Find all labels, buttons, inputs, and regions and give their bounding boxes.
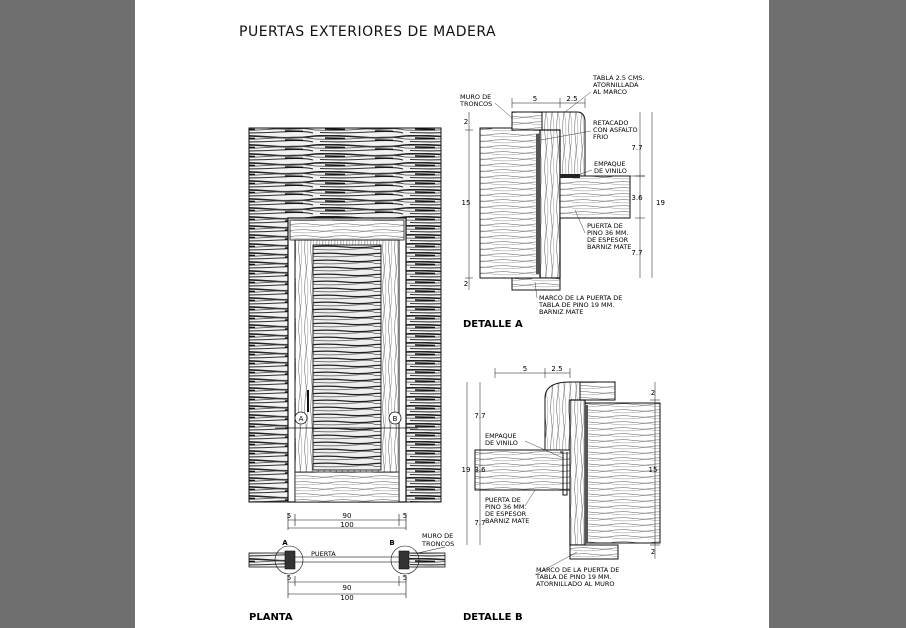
page-title: PUERTAS EXTERIORES DE MADERA	[239, 24, 497, 40]
drawing-sheet	[135, 0, 769, 628]
plan-dim-top-right: 5	[402, 512, 408, 520]
detail-b-dim-36: 3.6	[474, 466, 486, 474]
detail-a-bottom-board	[512, 278, 560, 290]
plan-jamb-left	[285, 551, 295, 569]
plan-marker-a: A	[282, 539, 288, 547]
detail-b-dim-19: 19	[461, 466, 471, 474]
detail-b-pue-2: PINO 36 MM.	[485, 503, 527, 511]
plan-dim-top-mid: 90	[342, 512, 352, 520]
detail-b-dim-25: 2.5	[551, 365, 563, 373]
detail-b-emp-2: DE VINILO	[485, 439, 518, 447]
detail-b-pue-3: DE ESPESOR	[485, 510, 527, 518]
detail-a-pue-2: PINO 36 MM.	[587, 229, 629, 237]
detail-a-dim-2b: 2	[463, 280, 469, 288]
detail-a-top-board	[512, 112, 542, 130]
plan-dim-bot-mid: 90	[342, 584, 352, 592]
marker-b: B	[392, 415, 398, 423]
detail-a-emp-2: DE VINILO	[594, 167, 627, 175]
detail-a-ret-2: CON ASFALTO	[593, 126, 638, 134]
floor-plan	[249, 546, 445, 574]
detail-b-pue-1: PUERTA DE	[485, 496, 521, 504]
detail-b-drawing	[475, 382, 660, 559]
marker-a: A	[298, 415, 304, 423]
door-handle-icon	[307, 390, 309, 412]
plan-door-label: PUERTA	[311, 550, 336, 558]
detail-a-pue-3: DE ESPESOR	[587, 236, 629, 244]
plan-dim-bot-left: 5	[286, 574, 292, 582]
plan-dim-top-total: 100	[340, 521, 354, 529]
detail-b-dim-77a: 7.7	[474, 412, 486, 420]
detail-a-dim-5: 5	[532, 95, 538, 103]
detail-a-log-wall	[480, 128, 540, 278]
detail-b-frame	[570, 400, 585, 545]
detail-b-pue-4: BARNIZ MATE	[485, 517, 530, 525]
door-elevation	[249, 128, 441, 502]
plan-dim-top-left: 5	[286, 512, 292, 520]
door-bottom-rail	[295, 472, 399, 502]
document-page	[135, 0, 769, 628]
detail-a-dim-77a: 7.7	[631, 144, 643, 152]
plan-wall-label-2: TRONCOS	[422, 540, 455, 548]
detail-b-bottom-board	[570, 545, 618, 559]
detail-a-muro-1: MURO DE	[460, 93, 492, 101]
detail-a-mar-2: TABLA DE PINO 19 MM.	[539, 301, 615, 309]
detail-b-mar-2: TABLA DE PINO 19 MM.	[536, 573, 612, 581]
detail-b-mar-3: ATORNILLADO AL MURO	[536, 580, 615, 588]
detail-a-pue-1: PUERTA DE	[587, 222, 623, 230]
detail-a-tabla-1: TABLA 2.5 CMS.	[593, 74, 645, 82]
detail-a-mar-1: MARCO DE LA PUERTA DE	[539, 294, 623, 302]
detail-a-tabla-3: AL MARCO	[593, 88, 628, 96]
detail-a-dim-15: 15	[461, 199, 471, 207]
plan-jamb-right	[399, 551, 409, 569]
detail-a-ret-1: RETACADO	[593, 119, 629, 127]
detail-b-dim-2b: 2	[650, 548, 656, 556]
plan-dim-bot-right: 5	[402, 574, 408, 582]
detail-b-door-leaf	[475, 450, 570, 490]
detail-a-pue-4: BARNIZ MATE	[587, 243, 632, 251]
detail-a-door-leaf	[560, 176, 630, 218]
detail-b-mar-1: MARCO DE LA PUERTA DE	[536, 566, 620, 574]
detail-a-dim-19: 19	[656, 199, 665, 207]
detail-a-dim-77b: 7.7	[631, 249, 643, 257]
detail-b-top-board	[580, 382, 615, 400]
detail-a-ret-3: FRIO	[593, 133, 609, 141]
detail-a-vinyl-seal	[560, 174, 580, 178]
detail-b-dim-15: 15	[648, 466, 658, 474]
detail-a-dim-25: 2.5	[566, 95, 578, 103]
detail-a-muro-2: TRONCOS	[460, 100, 493, 108]
plan-label: PLANTA	[249, 612, 293, 623]
detail-b-dim-5: 5	[522, 365, 528, 373]
door-center-panel	[313, 245, 381, 470]
plan-wall-label-1: MURO DE	[422, 532, 454, 540]
detail-a-label: DETALLE A	[463, 319, 523, 330]
detail-b-emp-1: EMPAQUE	[485, 432, 517, 440]
detail-a-frame	[540, 130, 560, 278]
plan-wall-right	[405, 553, 445, 567]
plan-marker-b: B	[389, 539, 395, 547]
detail-b-dim-77b: 7.7	[474, 519, 486, 527]
plan-wall-left	[249, 553, 289, 567]
detail-b-label: DETALLE B	[463, 612, 523, 623]
detail-a-dim-36: 3.6	[631, 194, 643, 202]
detail-a-emp-1: EMPAQUE	[594, 160, 626, 168]
detail-a-dim-2a: 2	[463, 118, 469, 126]
detail-a-asphalt	[536, 134, 540, 274]
detail-b-asphalt	[585, 405, 588, 543]
frame-header	[290, 220, 404, 240]
detail-a-mar-3: BARNIZ MATE	[539, 308, 584, 316]
detail-b-dim-2a: 2	[650, 389, 656, 397]
detail-a-tabla-2: ATORNILLADA	[593, 81, 639, 89]
plan-dim-bot-total: 100	[340, 594, 354, 602]
